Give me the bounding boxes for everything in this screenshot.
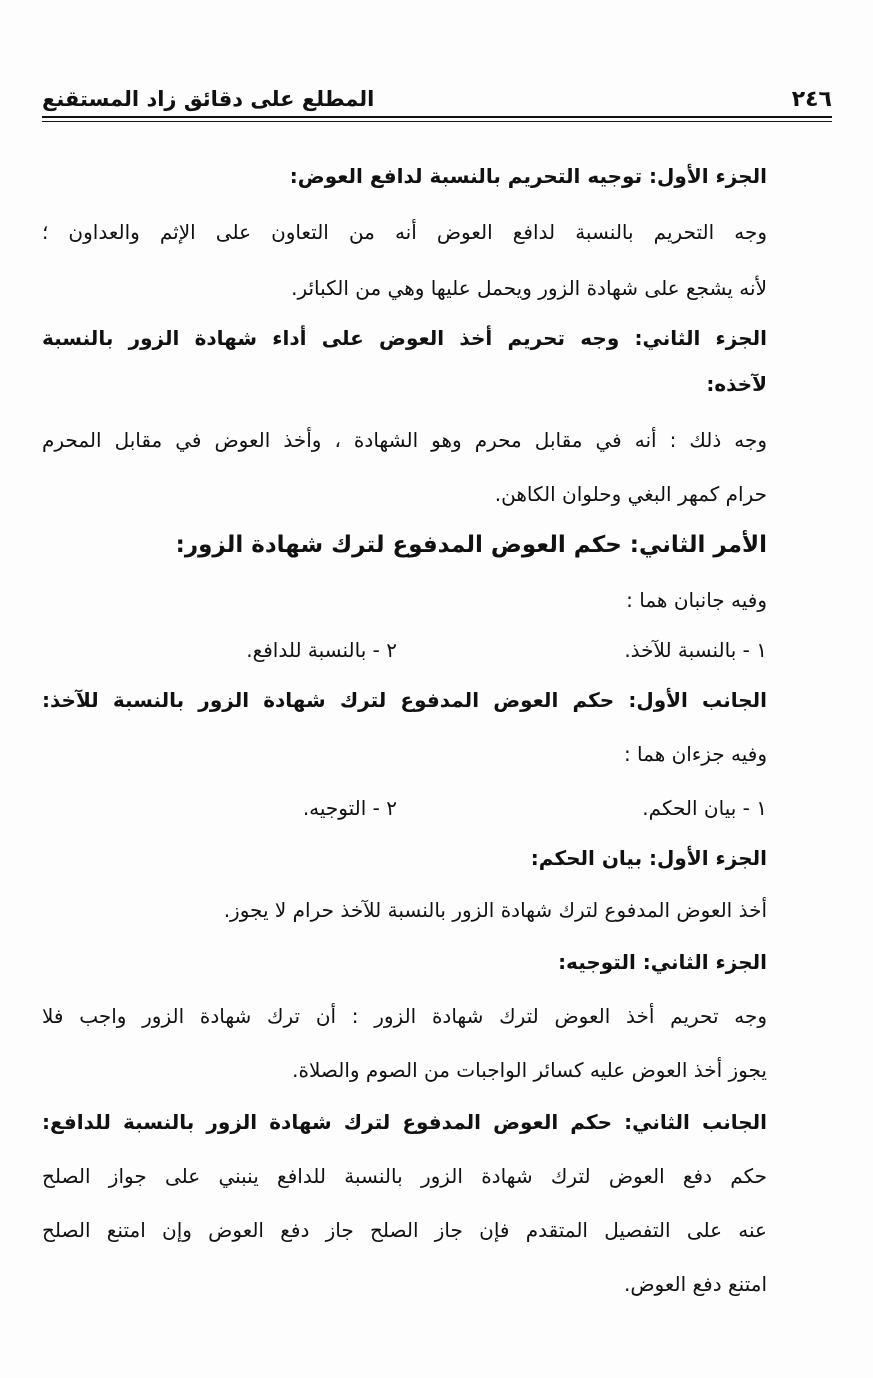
paragraph-line: حرام كمهر البغي وحلوان الكاهن. <box>494 482 767 506</box>
heading-juz2-line2: لآخذه: <box>706 372 767 396</box>
list-item: ٢ - بالنسبة للدافع. <box>246 638 397 662</box>
paragraph-line: حكم دفع العوض لترك شهادة الزور بالنسبة للدافع ينبني على جواز الصلح <box>42 1164 767 1188</box>
heading-juz1-bayan: الجزء الأول: بيان الحكم: <box>530 846 767 870</box>
running-title: المطلع على دقائق زاد المستقنع <box>42 87 375 111</box>
page-number: ٢٤٦ <box>791 86 832 112</box>
paragraph-line: أخذ العوض المدفوع لترك شهادة الزور بالنسبة للآخذ حرام لا يجوز. <box>223 898 767 922</box>
heading-juz1-tawjih: الجزء الأول: توجيه التحريم بالنسبة لدافع العوض: <box>289 164 767 188</box>
list-item: ١ - بالنسبة للآخذ. <box>624 638 767 662</box>
paragraph-line: لأنه يشجع على شهادة الزور ويحمل عليها وهي من الكبائر. <box>291 276 767 300</box>
paragraph-line: يجوز أخذ العوض عليه كسائر الواجبات من الصوم والصلاة. <box>292 1058 767 1082</box>
paragraph-line: وجه ذلك : أنه في مقابل محرم وهو الشهادة ، وأخذ العوض في مقابل المحرم <box>42 428 767 452</box>
heading-janib1: الجانب الأول: حكم العوض المدفوع لترك شهادة الزور بالنسبة للآخذ: <box>42 688 767 712</box>
paragraph-line: وجه التحريم بالنسبة لدافع العوض أنه من التعاون على الإثم والعداون ؛ <box>42 220 767 244</box>
paragraph-line: عنه على التفصيل المتقدم فإن جاز الصلح جاز دفع العوض وإن امتنع الصلح <box>42 1218 767 1242</box>
page-header <box>42 82 832 118</box>
paragraph-line: وفيه جزءان هما : <box>623 742 767 766</box>
paragraph-line: امتنع دفع العوض. <box>624 1272 767 1296</box>
list-item: ٢ - التوجيه. <box>302 796 397 820</box>
list-item: ١ - بيان الحكم. <box>642 796 767 820</box>
heading-juz2-line1: الجزء الثاني: وجه تحريم أخذ العوض على أداء شهادة الزور بالنسبة <box>42 326 767 350</box>
paragraph-line: وجه تحريم أخذ العوض لترك شهادة الزور : أن ترك شهادة الزور واجب فلا <box>42 1004 767 1028</box>
heading-amr2: الأمر الثاني: حكم العوض المدفوع لترك شهادة الزور: <box>175 532 767 558</box>
heading-janib2: الجانب الثاني: حكم العوض المدفوع لترك شهادة الزور بالنسبة للدافع: <box>42 1110 767 1134</box>
paragraph-line: وفيه جانبان هما : <box>626 588 767 612</box>
heading-juz2-tawjih: الجزء الثاني: التوجيه: <box>558 950 767 974</box>
